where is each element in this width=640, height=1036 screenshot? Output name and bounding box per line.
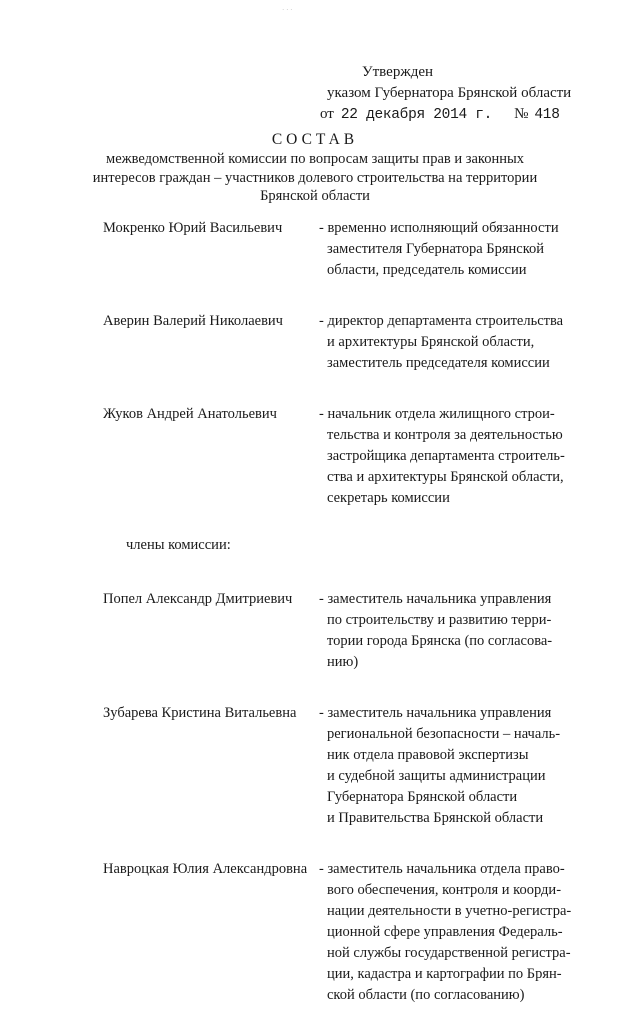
member-name: Попел Александр Дмитриевич: [103, 591, 293, 607]
members-section-label: члены комиссии:: [126, 537, 231, 553]
role-line: Губернатора Брянской области: [327, 789, 518, 805]
role-line: ции, кадастра и картографии по Брян-: [327, 966, 562, 982]
role-line: - начальник отдела жилищного строи-: [319, 406, 555, 422]
member-name: Навроцкая Юлия Александровна: [103, 861, 308, 877]
member-row: [103, 589, 583, 673]
member-name: Жуков Андрей Анатольевич: [103, 406, 277, 422]
subtitle-line: межведомственной комиссии по вопросам защиты прав и законных: [106, 151, 524, 167]
role-line: ной службы государственной регистра-: [327, 945, 571, 961]
role-line: нации деятельности в учетно-регистра-: [327, 903, 572, 919]
role-line: ской области (по согласованию): [327, 987, 525, 1003]
role-line: ства и архитектуры Брянской области,: [327, 469, 564, 485]
member-row: [103, 218, 583, 281]
role-line: - заместитель начальника отдела право-: [319, 861, 565, 877]
role-line: и Правительства Брянской области: [327, 810, 544, 826]
subtitle-line: Брянской области: [260, 188, 370, 204]
decree-number: 418: [534, 107, 560, 123]
member-row: [103, 859, 583, 1006]
role-line: заместитель председателя комиссии: [327, 355, 550, 371]
approval-date-row: [320, 104, 571, 126]
member-name: Аверин Валерий Николаевич: [103, 313, 283, 329]
member-role: [319, 218, 569, 281]
role-line: застройщика департамента строитель-: [327, 448, 565, 464]
scan-mark: · · ·: [282, 6, 293, 14]
role-line: и архитектуры Брянской области,: [327, 334, 535, 350]
member-name: Зубарева Кристина Витальевна: [103, 705, 297, 721]
role-line: - директор департамента строительства: [319, 313, 564, 329]
member-row: [103, 404, 583, 509]
role-line: тории города Брянска (по согласова-: [327, 633, 553, 649]
member-role: [319, 703, 569, 829]
approval-date: 22 декабря 2014 г.: [340, 107, 493, 123]
role-line: вого обеспечения, контроля и коорди-: [327, 882, 562, 898]
subtitle-line: интересов граждан – участников долевого строительства на территории: [92, 169, 538, 186]
commission-members: [103, 218, 583, 1036]
role-line: тельства и контроля за деятельностью: [327, 427, 563, 443]
role-line: по строительству и развитию терри-: [327, 612, 552, 628]
approval-stamp: [320, 62, 571, 126]
member-row: [103, 311, 583, 374]
role-line: и судебной защиты администрации: [327, 768, 546, 784]
role-line: - временно исполняющий обязанности: [319, 220, 559, 236]
role-line: заместителя Губернатора Брянской: [327, 241, 545, 257]
role-line: области, председатель комиссии: [327, 262, 527, 278]
number-label: №: [514, 106, 529, 122]
approval-line-2: указом Губернатора Брянской области: [327, 85, 572, 101]
member-name: Мокренко Юрий Васильевич: [103, 220, 283, 236]
document-heading: [90, 130, 540, 206]
member-role: [319, 404, 569, 509]
member-role: [319, 589, 569, 673]
role-line: ционной сфере управления Федераль-: [327, 924, 563, 940]
role-line: ник отдела правовой экспертизы: [327, 747, 529, 763]
document-subtitle: [90, 150, 540, 206]
document-title: СОСТАВ: [271, 131, 359, 148]
member-role: [319, 859, 572, 1006]
member-row: [103, 703, 583, 829]
approval-line-1: Утвержден: [362, 64, 434, 80]
role-line: региональной безопасности – началь-: [327, 726, 561, 742]
role-line: нию): [327, 654, 359, 670]
role-line: - заместитель начальника управления: [319, 591, 552, 607]
role-line: - заместитель начальника управления: [319, 705, 552, 721]
member-role: [319, 311, 569, 374]
date-prefix: от: [320, 106, 334, 122]
role-line: секретарь комиссии: [327, 490, 450, 506]
